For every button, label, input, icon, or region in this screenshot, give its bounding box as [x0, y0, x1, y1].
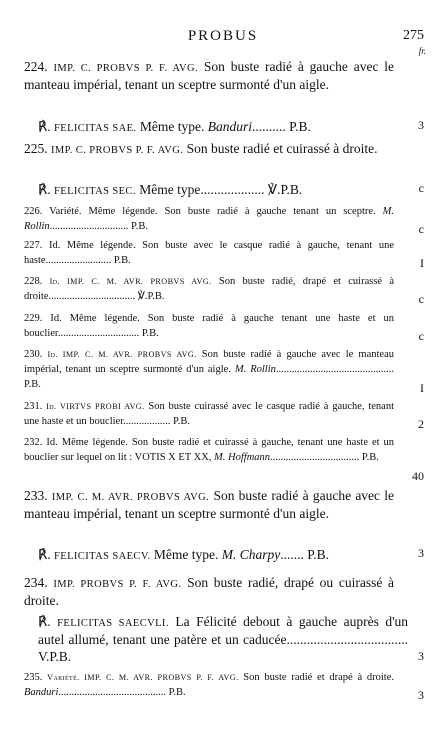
source-name: M. Charpy [221, 547, 281, 562]
source-name: M. Hoffmann [214, 452, 271, 464]
entry-description: Son buste radié et drapé à droite. [243, 672, 395, 683]
entry-legend: FELICITAS SAECV. [54, 551, 151, 562]
coin-size: P.B. [307, 547, 330, 562]
entry-number: 228. [24, 276, 43, 287]
entry-number: 225. [24, 141, 48, 156]
coin-size: P.B. [173, 416, 190, 428]
entry-description: La Félicité debout à gauche auprès d'un autel allumé, tenant une patère et un caducée. [38, 614, 409, 647]
entry-legend: IMP. C. PROBVS P. F. AVG. [51, 145, 184, 156]
page-number: 275 [403, 28, 424, 43]
coin-size: P.B. [24, 379, 41, 391]
entry-description: Même légende. Son buste radié à gauche tenant une haste et un bouclier [24, 313, 394, 340]
coin-size: P.B. [131, 221, 148, 233]
entry-legend: Variété. IMP. C. M. AVR. PROBVS P. F. AVG. [47, 673, 239, 682]
entry-description: Son buste radié à gauche avec le manteau impérial, tenant un sceptre surmonté d'un aigle. [24, 349, 394, 376]
reverse-mark: ℟. [38, 119, 51, 134]
coin-size: ℣.P.B. [137, 291, 165, 303]
rarity-value: c [418, 181, 424, 195]
rarity-value: c [418, 292, 424, 306]
leader-dots: .............................. [49, 221, 129, 233]
coin-size: P.B. [361, 452, 379, 464]
entry-description: Son buste radié à gauche avec le manteau impérial, tenant un sceptre surmonté d'un aigle. [24, 488, 395, 521]
entry-description: Même légende. Son buste radié à gauche tenant un sceptre. [88, 206, 376, 217]
coin-size: P.B. [168, 687, 186, 699]
entry-description: Même type. [153, 547, 219, 562]
source-name: M. Rollin [24, 206, 395, 233]
entry-legend: Id. IMP. C. M. AVR. PROBVS AVG. [47, 350, 197, 359]
coin-size: P.B. [289, 119, 311, 134]
reverse-mark: ℟. [38, 547, 51, 562]
entry-description: Son buste radié et cuirassé à droite. [186, 141, 378, 156]
entry-number: 232. [24, 437, 43, 448]
leader-dots: .................................. [270, 452, 360, 464]
source-name: Banduri [207, 119, 252, 134]
rarity-value: 2 [418, 417, 424, 431]
rarity-value: 3 [418, 118, 424, 132]
coin-size: V.P.B. [38, 649, 72, 665]
entry-legend: FELICITAS SEC. [54, 186, 136, 197]
rarity-value: I [420, 256, 424, 270]
source-name: Banduri [24, 687, 59, 699]
entry-number: 229. [24, 313, 43, 324]
rarity-value: 3 [418, 649, 424, 663]
entry-legend: IMP. PROBVS P. F. AVG. [53, 579, 182, 590]
entry-legend: Id. VIRTVS PROBI AVG. [46, 402, 145, 411]
entry-description: Son buste radié, drapé ou cuirassé à droite. [24, 575, 394, 608]
entry-legend: FELICITAS SAE. [54, 123, 137, 134]
entry-legend: Id. [50, 313, 62, 324]
rarity-value: 3 [418, 546, 424, 560]
leader-dots: .......... [251, 119, 286, 134]
entry-legend: IMP. C. PROBVS P. F. AVG. [53, 63, 199, 74]
entry-description: Même légende. Son buste radié et cuirassé à gauche, tenant une haste et un bouclier sur lequel on lit : VOTIS X ET XX, [24, 437, 395, 464]
entry-description: Son buste cuirassé avec le casque radié à gauche, tenant une haste et un bouclier [24, 401, 395, 428]
rarity-value: 40 [412, 469, 424, 483]
leader-dots: ......................................... [58, 687, 167, 699]
leader-dots: ............................................. [275, 364, 394, 376]
leader-dots: ................................... [289, 631, 408, 647]
entry-description: Son buste radié à gauche avec le manteau impérial, tenant un sceptre surmonté d'un aigle. [24, 59, 395, 92]
rarity-value: c [418, 329, 424, 343]
entry-number: 226. [24, 206, 43, 217]
entry-legend: Id. [46, 437, 58, 448]
entry-legend: Id. [48, 240, 61, 251]
entry-description: Même type. [139, 119, 205, 134]
entry-number: 224. [24, 59, 48, 74]
leader-dots: .................. [123, 416, 171, 428]
leader-dots: ................... [200, 182, 265, 197]
leader-dots: ......................... [45, 255, 112, 267]
reverse-mark: ℟. [38, 614, 51, 629]
entry-legend: IMP. C. M. AVR. PROBVS AVG. [51, 492, 210, 503]
entry-number: 230. [24, 349, 43, 360]
column-heading: fr. [418, 46, 426, 56]
entry-legend: Id. IMP. C. M. AVR. PROBVS AVG. [49, 277, 212, 286]
entry-number: 231. [24, 401, 43, 412]
coin-size: P.B. [113, 255, 131, 267]
entry-description: Même légende. Son buste avec le casque radié à gauche, tenant une haste [24, 240, 395, 267]
entry-legend: Variété. [49, 206, 82, 217]
reverse-mark: ℟. [38, 182, 51, 197]
entry-legend: FELICITAS SAECVLI. [57, 618, 169, 629]
entry-number: 227. [24, 240, 43, 251]
leader-dots: ....... [280, 547, 304, 562]
page-header [0, 6, 446, 56]
entry-description: Son buste radié, drapé et cuirassé à droite [24, 276, 394, 303]
source-name: M. Rollin [234, 364, 276, 376]
coin-size: P.B. [141, 328, 159, 340]
rarity-value: c [418, 222, 424, 236]
rarity-value: 3 [418, 688, 424, 702]
entry-number: 233. [24, 488, 48, 503]
leader-dots: ................................. [48, 291, 136, 303]
coin-size: ℣.P.B. [267, 182, 303, 197]
rarity-value: I [420, 381, 424, 395]
entry-number: 235. [24, 672, 43, 683]
entry-description: Même type [139, 182, 201, 197]
leader-dots: ............................... [57, 328, 140, 340]
running-title: PROBUS [187, 28, 259, 44]
entry-number: 234. [24, 575, 48, 590]
